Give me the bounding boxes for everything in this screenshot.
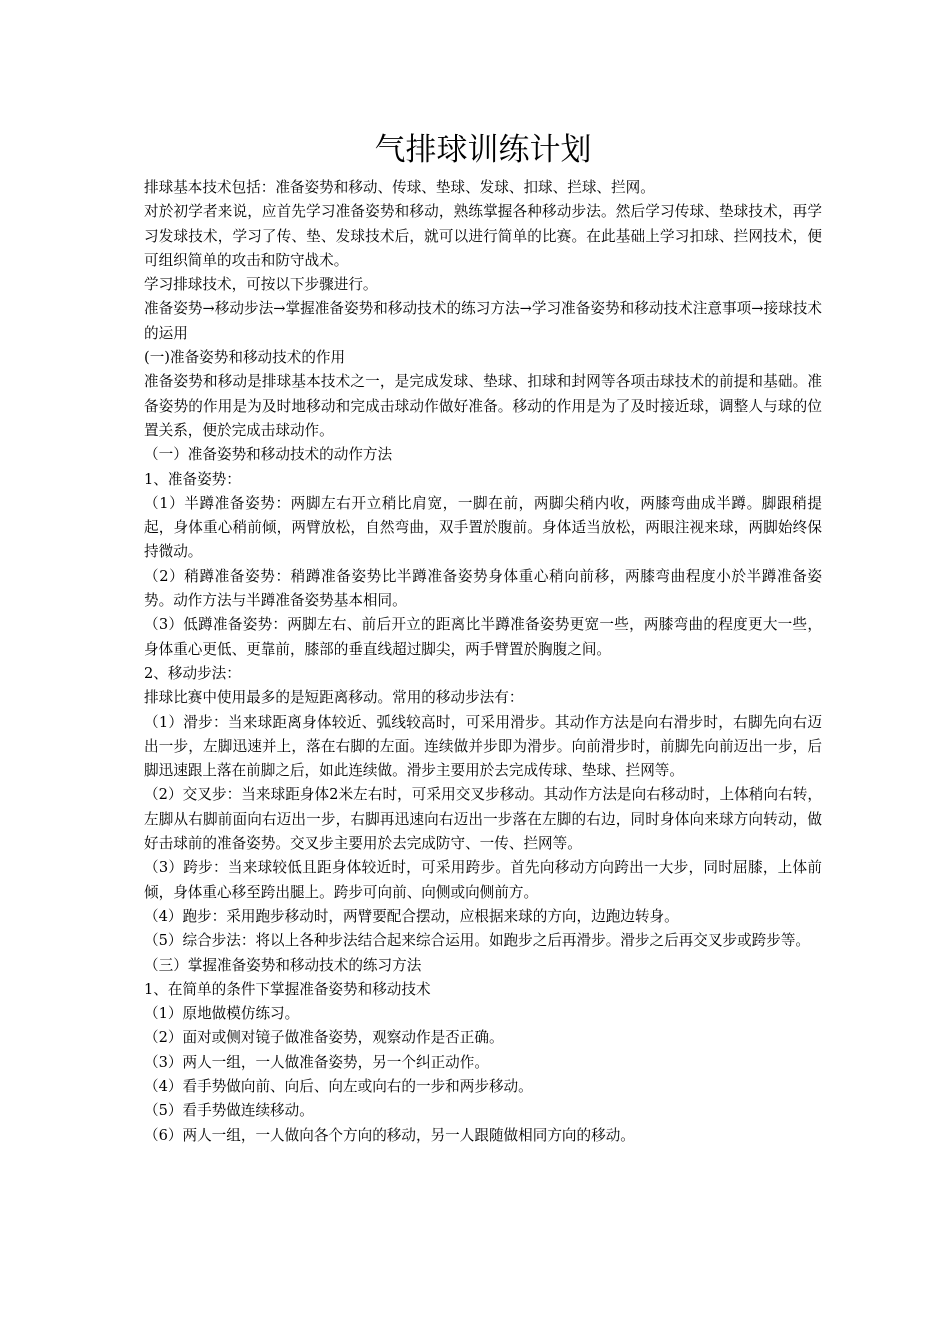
- list-item-practice-6: （6）两人一组，一人做向各个方向的移动，另一人跟随做相同方向的移动。: [144, 1126, 635, 1144]
- paragraph-beginner-advice: 对於初学者来说，应首先学习准备姿势和移动，熟练掌握各种移动步法。然后学习传球、垫球技术，再学习发球技术，学习了传、垫、发球技术后，就可以进行简单的比赛。在此基础上学习扣球、拦网技术，便可组织简单的攻击和防守战术。: [144, 203, 822, 269]
- list-item-practice-1: （1）原地做模仿练习。: [144, 1005, 300, 1023]
- list-item-stride-step: （3）跨步：当来球较低且距身体较近时，可采用跨步。首先向移动方向跨出一大步，同时屈膝，上体前倾，身体重心移至跨出腿上。跨步可向前、向侧或向侧前方。: [144, 859, 822, 901]
- paragraph-footwork-intro: 排球比赛中使用最多的是短距离移动。常用的移动步法有：: [144, 689, 524, 707]
- list-item-practice-2: （2）面对或侧对镜子做准备姿势，观察动作是否正确。: [144, 1029, 504, 1047]
- list-item-practice-3: （3）两人一组，一人做准备姿势，另一个纠正动作。: [144, 1053, 489, 1071]
- paragraph-steps-sequence: 准备姿势→移动步法→掌握准备姿势和移动技术的练习方法→学习准备姿势和移动技术注意事项→接球技术的运用: [144, 300, 822, 342]
- subheading-stance: 1、准备姿势：: [144, 470, 241, 488]
- document-title: 气排球训练计划: [374, 132, 592, 168]
- list-item-running-step: （4）跑步：采用跑步移动时，两臂要配合摆动，应根据来球的方向，边跑边转身。: [144, 907, 679, 925]
- subheading-simple-conditions: 1、在简单的条件下掌握准备姿势和移动技术: [144, 980, 431, 998]
- list-item-half-squat: （1）半蹲准备姿势：两脚左右开立稍比肩宽，一脚在前，两脚尖稍内收，两膝弯曲成半蹲。脚跟稍提起，身体重心稍前倾，两臂放松，自然弯曲，双手置於腹前。身体适当放松，两眼注视来球，两脚始终保持微动。: [144, 494, 822, 561]
- paragraph-steps-intro: 学习排球技术，可按以下步骤进行。: [144, 276, 378, 294]
- list-item-slide-step: （1）滑步：当来球距离身体较近、弧线较高时，可采用滑步。其动作方法是向右滑步时，右脚先向右迈出一步，左脚迅速并上，落在右脚的左面。连续做并步即为滑步。向前滑步时，前脚先向前迈出一步，后脚迅速跟上落在前脚之后，如此连续做。滑步主要用於去完成传球、垫球、拦网等。: [144, 713, 822, 780]
- paragraph-intro: 排球基本技术包括：准备姿势和移动、传球、垫球、发球、扣球、拦球、拦网。: [144, 179, 655, 196]
- section-heading-purpose: (一)准备姿势和移动技术的作用: [144, 349, 346, 367]
- list-item-cross-step: （2）交叉步：当来球距身体2米左右时，可采用交叉步移动。其动作方法是向右移动时，上体稍向右转，左脚从右脚前面向右迈出一步，右脚再迅速向右迈出一步落在左脚的右边，同时身体向来球方向转动，做好击球前的准备姿势。交叉步主要用於去完成防守、一传、拦网等。: [144, 786, 822, 853]
- list-item-slight-squat: （2）稍蹲准备姿势：稍蹲准备姿势比半蹲准备姿势身体重心稍向前移，两膝弯曲程度小於半蹲准备姿势。动作方法与半蹲准备姿势基本相同。: [144, 567, 822, 610]
- list-item-low-squat: （3）低蹲准备姿势：两脚左右、前后开立的距离比半蹲准备姿势更宽一些，两膝弯曲的程度更大一些，身体重心更低、更靠前，膝部的垂直线超过脚尖，两手臂置於胸腹之间。: [144, 616, 822, 658]
- paragraph-purpose: 准备姿势和移动是排球基本技术之一，是完成发球、垫球、扣球和封网等各项击球技术的前提和基础。准备姿势的作用是为及时地移动和完成击球动作做好准备。移动的作用是为了及时接近球，调整人与球的位置关系，便於完成击球动作。: [144, 373, 822, 439]
- section-heading-methods: （一）准备姿势和移动技术的动作方法: [144, 446, 393, 464]
- list-item-practice-5: （5）看手势做连续移动。: [144, 1102, 314, 1120]
- subheading-footwork: 2、移动步法：: [144, 664, 241, 682]
- list-item-combined-step: （5）综合步法：将以上各种步法结合起来综合运用。如跑步之后再滑步。滑步之后再交叉步或跨步等。: [144, 932, 811, 950]
- section-heading-practice: （三）掌握准备姿势和移动技术的练习方法: [144, 956, 422, 974]
- document-page: [144, 128, 822, 1148]
- list-item-practice-4: （4）看手势做向前、向后、向左或向右的一步和两步移动。: [144, 1077, 533, 1095]
